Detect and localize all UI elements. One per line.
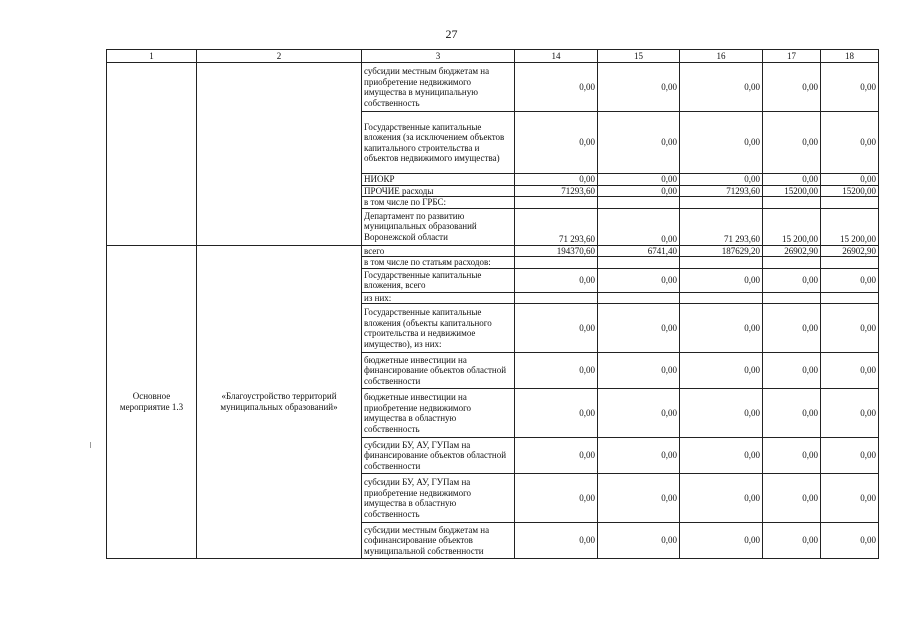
row-label: бюджетные инвестиции на финансирование объектов областной собственности	[362, 353, 515, 389]
row-value: 0,00	[821, 112, 879, 174]
row-value	[763, 257, 821, 269]
row-value: 0,00	[763, 474, 821, 523]
row-value	[598, 257, 680, 269]
row-value: 26902,90	[821, 245, 879, 257]
row-value	[515, 197, 598, 209]
row-value: 0,00	[598, 174, 680, 186]
row-value: 0,00	[598, 438, 680, 474]
row-value: 0,00	[598, 63, 680, 112]
row-value	[821, 292, 879, 304]
row-value: 0,00	[515, 268, 598, 292]
row-value: 0,00	[763, 304, 821, 353]
row-value	[763, 197, 821, 209]
row-value: 15 200,00	[821, 208, 879, 245]
row-value: 0,00	[763, 174, 821, 186]
row-label: ПРОЧИЕ расходы	[362, 185, 515, 197]
row-value: 71293,60	[515, 185, 598, 197]
row-value: 0,00	[598, 268, 680, 292]
row-value: 0,00	[515, 304, 598, 353]
row-value: 71 293,60	[515, 208, 598, 245]
row-value: 0,00	[680, 112, 763, 174]
row-value: 0,00	[680, 174, 763, 186]
header-cell: 15	[598, 50, 680, 63]
activity-name: «Благоустройство территорий муниципальных образований»	[197, 245, 362, 559]
row-value: 0,00	[680, 304, 763, 353]
row-value: 0,00	[821, 268, 879, 292]
row-value: 0,00	[515, 523, 598, 559]
table-row	[107, 245, 879, 257]
row-value: 0,00	[821, 304, 879, 353]
row-value: 0,00	[763, 268, 821, 292]
row-value: 187629,20	[680, 245, 763, 257]
row-value	[821, 257, 879, 269]
row-label: Государственные капитальные вложения (за исключением объектов капитального строительства и объектов недвижимого имущества)	[362, 112, 515, 174]
row-value: 0,00	[598, 353, 680, 389]
row-value: 0,00	[598, 389, 680, 438]
row-value: 71 293,60	[680, 208, 763, 245]
row-value: 0,00	[763, 389, 821, 438]
row-value: 0,00	[763, 438, 821, 474]
row-value: 71293,60	[680, 185, 763, 197]
row-value	[515, 257, 598, 269]
header-cell: 2	[197, 50, 362, 63]
table-row	[107, 63, 879, 112]
row-value	[598, 292, 680, 304]
row-value: 0,00	[763, 112, 821, 174]
row-value: 0,00	[598, 474, 680, 523]
row-label: НИОКР	[362, 174, 515, 186]
row-value: 15200,00	[763, 185, 821, 197]
row-value: 26902,90	[763, 245, 821, 257]
row-value: 0,00	[598, 208, 680, 245]
row-value: 0,00	[821, 353, 879, 389]
row-label: в том числе по статьям расходов:	[362, 257, 515, 269]
row-value: 0,00	[515, 174, 598, 186]
row-value: 0,00	[680, 523, 763, 559]
row-value: 0,00	[515, 112, 598, 174]
header-cell: 14	[515, 50, 598, 63]
budget-table	[106, 49, 879, 559]
row-value: 0,00	[515, 353, 598, 389]
row-label: всего	[362, 245, 515, 257]
page-number: 27	[445, 27, 458, 41]
header-cell: 3	[362, 50, 515, 63]
row-value	[680, 197, 763, 209]
row-value: 0,00	[598, 185, 680, 197]
row-value: 0,00	[763, 63, 821, 112]
row-label: Государственные капитальные вложения (объекты капитального строительства и недвижимое имущество), из них:	[362, 304, 515, 353]
block-2	[107, 245, 879, 559]
row-value: 194370,60	[515, 245, 598, 257]
row-label: из них:	[362, 292, 515, 304]
row-value: 0,00	[598, 112, 680, 174]
row-value: 0,00	[680, 389, 763, 438]
row-value: 0,00	[821, 474, 879, 523]
row-label: бюджетные инвестиции на приобретение недвижимого имущества в областную собственность	[362, 389, 515, 438]
block-1	[107, 63, 879, 246]
row-label: Департамент по развитию муниципальных образований Воронежской области	[362, 208, 515, 245]
row-value: 0,00	[598, 523, 680, 559]
row-value: 0,00	[763, 353, 821, 389]
row-label: субсидии БУ, АУ, ГУПам на приобретение недвижимого имущества в областную собственность	[362, 474, 515, 523]
row-value: 0,00	[680, 63, 763, 112]
row-value: 6741,40	[598, 245, 680, 257]
row-value: 0,00	[515, 474, 598, 523]
cell-col1-empty	[107, 63, 197, 246]
header-cell: 17	[763, 50, 821, 63]
row-label: субсидии БУ, АУ, ГУПам на финансирование объектов областной собственности	[362, 438, 515, 474]
row-label: в том числе по ГРБС:	[362, 197, 515, 209]
row-value: 0,00	[763, 523, 821, 559]
row-value: 0,00	[821, 389, 879, 438]
header-cell: 1	[107, 50, 197, 63]
header-cell: 18	[821, 50, 879, 63]
cell-col2-empty	[197, 63, 362, 246]
row-value: 0,00	[680, 438, 763, 474]
row-value	[680, 292, 763, 304]
row-value: 15200,00	[821, 185, 879, 197]
row-value	[680, 257, 763, 269]
header-row	[107, 50, 879, 63]
row-label: Государственные капитальные вложения, всего	[362, 268, 515, 292]
row-value: 0,00	[515, 389, 598, 438]
activity-code: Основное мероприятие 1.3	[107, 245, 197, 559]
row-value	[598, 197, 680, 209]
row-value: 0,00	[515, 63, 598, 112]
row-value: 0,00	[680, 268, 763, 292]
header-cell: 16	[680, 50, 763, 63]
row-value: 0,00	[680, 353, 763, 389]
margin-mark	[90, 442, 91, 448]
row-value	[763, 292, 821, 304]
row-value: 0,00	[598, 304, 680, 353]
row-value: 0,00	[821, 438, 879, 474]
row-label: субсидии местным бюджетам на софинансирование объектов муниципальной собственности	[362, 523, 515, 559]
row-value	[821, 197, 879, 209]
row-value: 0,00	[821, 63, 879, 112]
row-value: 0,00	[680, 474, 763, 523]
row-label: субсидии местным бюджетам на приобретение недвижимого имущества в муниципальную собственность	[362, 63, 515, 112]
row-value: 0,00	[515, 438, 598, 474]
row-value: 0,00	[821, 523, 879, 559]
row-value: 15 200,00	[763, 208, 821, 245]
row-value: 0,00	[821, 174, 879, 186]
row-value	[515, 292, 598, 304]
